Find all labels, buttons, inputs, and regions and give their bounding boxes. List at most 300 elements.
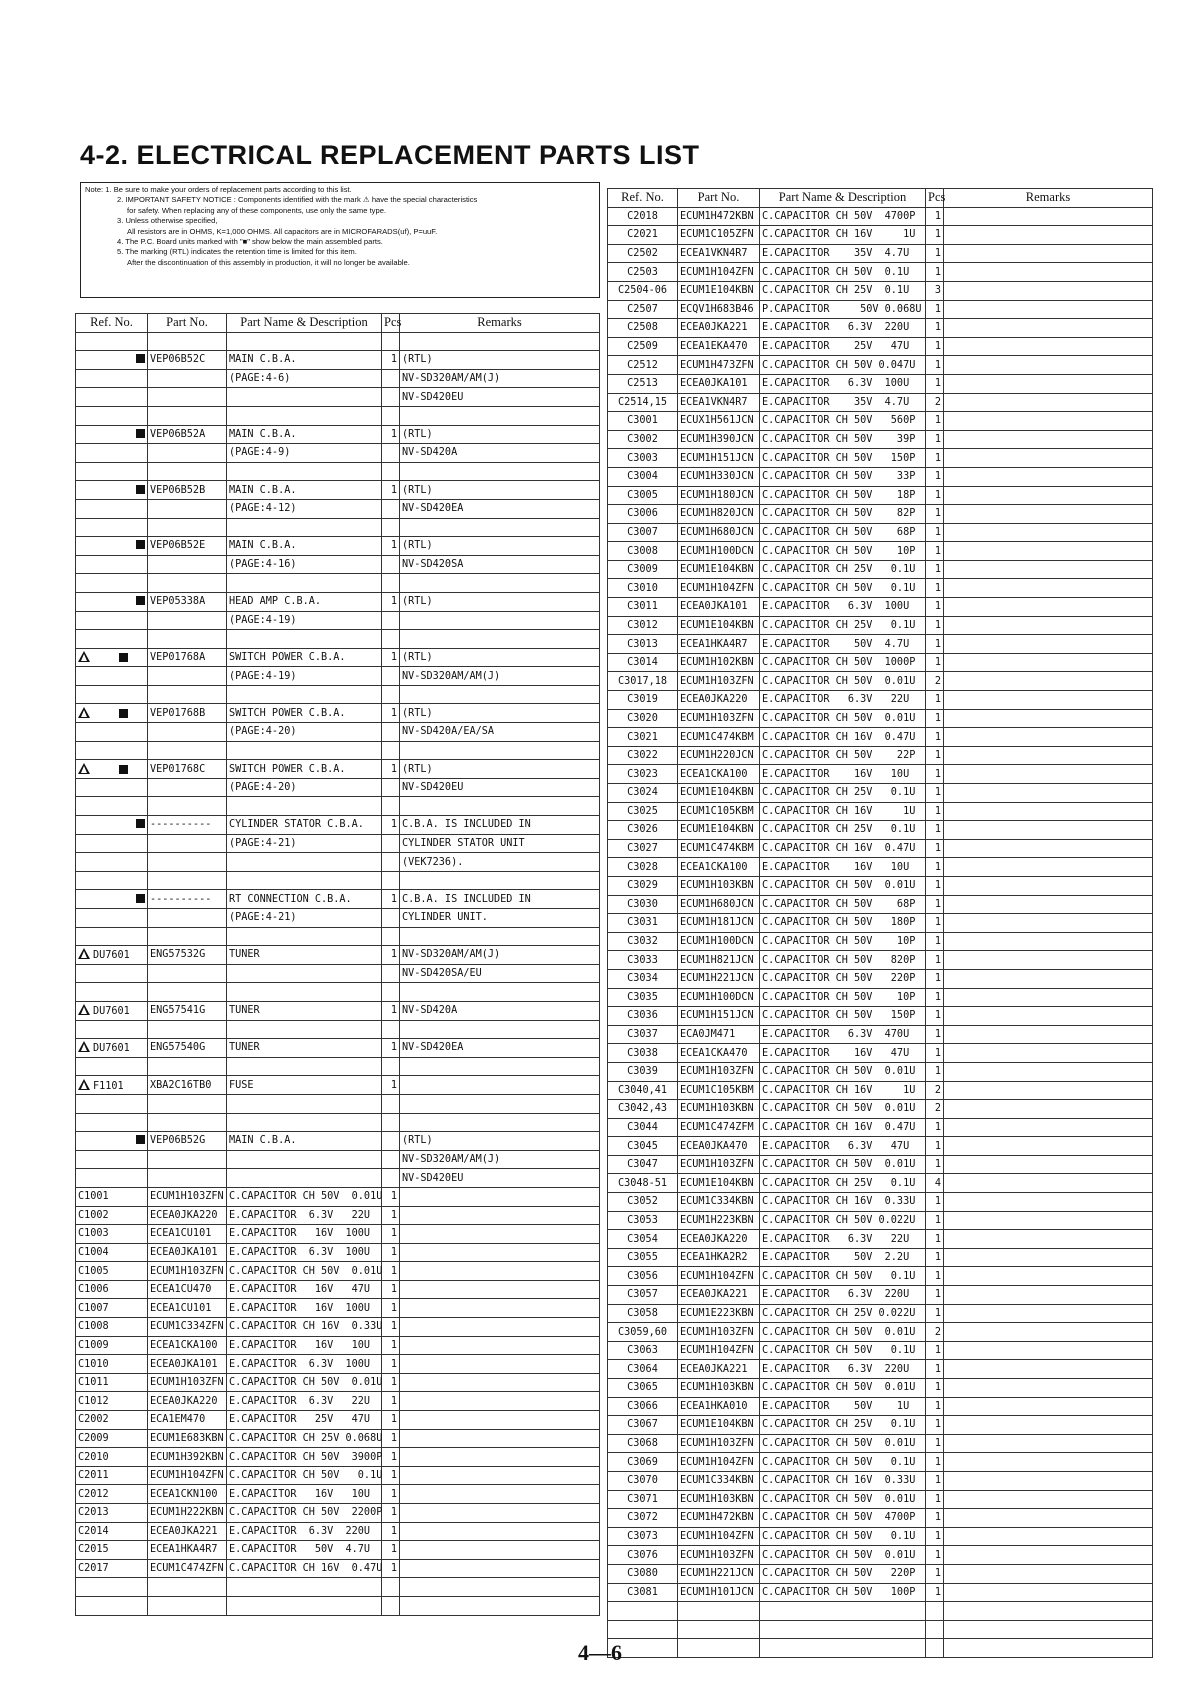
ref-no-cell [608, 1062, 678, 1081]
ref-no-text: C1008 [78, 1321, 109, 1333]
remarks-cell [944, 1193, 1153, 1212]
table-row [76, 1169, 600, 1188]
remarks-cell: NV-SD420EU [400, 1169, 600, 1188]
ref-no-text: C3047 [627, 1159, 658, 1171]
part-no-cell: ECUM1H820JCN [678, 505, 760, 524]
remarks-cell [944, 1546, 1153, 1565]
pcs-cell [382, 741, 400, 760]
pcb-unit-marker-icon [136, 596, 145, 605]
ref-no-cell [608, 1527, 678, 1546]
description-cell [227, 853, 382, 872]
pcs-cell: 1 [382, 1076, 400, 1095]
ref-no-text: C3081 [627, 1586, 658, 1598]
ref-no-cell [608, 1267, 678, 1286]
remarks-cell [944, 300, 1153, 319]
part-no-cell: ECUM1C105KBM [678, 1081, 760, 1100]
description-cell: C.CAPACITOR CH 50V 0.022U [760, 1211, 926, 1230]
description-cell: E.CAPACITOR 6.3V 220U [227, 1522, 382, 1541]
remarks-cell [400, 574, 600, 593]
remarks-cell [944, 1379, 1153, 1398]
pcs-cell [382, 723, 400, 742]
ref-no-cell [76, 1485, 148, 1504]
ref-no-text: C3002 [627, 434, 658, 446]
ref-no-cell [76, 964, 148, 983]
pcs-cell: 1 [926, 430, 944, 449]
remarks-cell [944, 263, 1153, 282]
pcs-cell: 1 [926, 1286, 944, 1305]
remarks-cell [944, 337, 1153, 356]
description-cell: C.CAPACITOR CH 50V 150P [760, 449, 926, 468]
description-cell: C.CAPACITOR CH 16V 0.47U [227, 1559, 382, 1578]
table-row [608, 1230, 1153, 1249]
ref-no-cell [608, 1546, 678, 1565]
description-cell: C.CAPACITOR CH 50V 22P [760, 746, 926, 765]
ref-no-cell [76, 462, 148, 481]
pcs-cell: 1 [926, 1379, 944, 1398]
table-row [608, 858, 1153, 877]
pcs-cell: 1 [926, 319, 944, 338]
description-cell: MAIN C.B.A. [227, 351, 382, 370]
pcs-cell: 1 [926, 263, 944, 282]
part-no-cell: ECUM1E104KBN [678, 784, 760, 803]
part-no-cell: ECQV1H683B46 [678, 300, 760, 319]
part-no-cell [678, 1602, 760, 1621]
remarks-cell [400, 1448, 600, 1467]
table-row [608, 412, 1153, 431]
pcs-cell: 1 [926, 876, 944, 895]
description-cell: E.CAPACITOR 35V 4.7U [760, 244, 926, 263]
pcs-cell: 1 [382, 1504, 400, 1523]
part-no-cell: ECUM1H680JCN [678, 523, 760, 542]
table-row [608, 635, 1153, 654]
table-row [76, 425, 600, 444]
table-row [608, 244, 1153, 263]
remarks-cell [400, 406, 600, 425]
pcb-unit-marker-icon [119, 709, 128, 718]
table-row [608, 356, 1153, 375]
ref-no-cell [76, 555, 148, 574]
description-cell: C.CAPACITOR CH 50V 0.1U [227, 1466, 382, 1485]
ref-no-cell [608, 430, 678, 449]
part-no-cell: ECUM1H680JCN [678, 895, 760, 914]
remarks-cell [944, 207, 1153, 226]
description-cell: E.CAPACITOR 6.3V 22U [760, 691, 926, 710]
ref-no-text: DU7601 [93, 1006, 130, 1018]
ref-no-text: C3037 [627, 1029, 658, 1041]
remarks-cell [400, 927, 600, 946]
remarks-cell [400, 983, 600, 1002]
table-row [76, 1596, 600, 1615]
pcs-cell: 1 [926, 765, 944, 784]
description-cell: E.CAPACITOR 16V 10U [227, 1485, 382, 1504]
pcs-cell: 1 [926, 839, 944, 858]
remarks-cell: (RTL) [400, 704, 600, 723]
ref-no-cell [76, 1373, 148, 1392]
table-row [76, 760, 600, 779]
pcs-cell: 1 [926, 226, 944, 245]
part-no-cell [148, 927, 227, 946]
ref-no-cell [76, 1169, 148, 1188]
description-cell: C.CAPACITOR CH 50V 0.1U [760, 1527, 926, 1546]
part-no-cell: VEP05338A [148, 592, 227, 611]
remarks-cell [400, 1466, 600, 1485]
table-row [76, 481, 600, 500]
remarks-cell: NV-SD420SA [400, 555, 600, 574]
pcs-cell: 1 [926, 858, 944, 877]
description-cell: C.CAPACITOR CH 50V 1000P [760, 653, 926, 672]
ref-no-text: C1001 [78, 1191, 109, 1203]
ref-no-cell [608, 579, 678, 598]
part-no-cell: ECEA1VKN4R7 [678, 244, 760, 263]
ref-no-cell [76, 351, 148, 370]
remarks-cell [944, 1230, 1153, 1249]
remarks-cell: (RTL) [400, 481, 600, 500]
table-row [76, 685, 600, 704]
ref-no-cell [76, 630, 148, 649]
table-row [608, 486, 1153, 505]
ref-no-cell [608, 356, 678, 375]
part-no-cell: ECEA0JKA101 [678, 598, 760, 617]
table-row [76, 1094, 600, 1113]
table-row [76, 723, 600, 742]
ref-no-cell [608, 1379, 678, 1398]
pcs-cell: 1 [382, 1336, 400, 1355]
remarks-cell: (RTL) [400, 592, 600, 611]
pcs-cell: 1 [926, 951, 944, 970]
remarks-cell [944, 932, 1153, 951]
pcs-cell [382, 388, 400, 407]
description-cell: C.CAPACITOR CH 50V 0.01U [760, 1155, 926, 1174]
ref-no-text: C3066 [627, 1400, 658, 1412]
table-row [76, 890, 600, 909]
remarks-cell [944, 746, 1153, 765]
pcs-cell: 1 [382, 1243, 400, 1262]
ref-no-text: C3067 [627, 1419, 658, 1431]
ref-no-text: C3056 [627, 1270, 658, 1282]
ref-no-cell [608, 374, 678, 393]
description-cell: C.CAPACITOR CH 50V 150P [760, 1007, 926, 1026]
description-cell: C.CAPACITOR CH 16V 0.47U [760, 839, 926, 858]
ref-no-cell [76, 909, 148, 928]
remarks-cell [944, 1062, 1153, 1081]
ref-no-cell [76, 1541, 148, 1560]
remarks-cell: (RTL) [400, 1132, 600, 1151]
table-row [608, 1509, 1153, 1528]
remarks-cell [944, 356, 1153, 375]
description-cell: C.CAPACITOR CH 25V 0.1U [760, 281, 926, 300]
part-no-cell [148, 741, 227, 760]
ref-no-text: C3005 [627, 489, 658, 501]
part-no-cell: ECEA0JKA101 [678, 374, 760, 393]
ref-no-cell [608, 1304, 678, 1323]
description-cell [760, 1620, 926, 1639]
part-no-cell: VEP01768B [148, 704, 227, 723]
remarks-cell [944, 1118, 1153, 1137]
remarks-cell [944, 1044, 1153, 1063]
table-row [608, 895, 1153, 914]
part-no-cell [148, 369, 227, 388]
ref-no-cell [76, 871, 148, 890]
pcs-cell: 1 [926, 542, 944, 561]
table-row [76, 555, 600, 574]
pcs-cell: 1 [926, 1193, 944, 1212]
ref-no-text: C3014 [627, 657, 658, 669]
remarks-cell [944, 821, 1153, 840]
remarks-cell [944, 691, 1153, 710]
col-header-part: Part No. [148, 314, 227, 333]
table-row [76, 871, 600, 890]
description-cell: C.CAPACITOR CH 50V 0.01U [760, 1490, 926, 1509]
table-row [76, 351, 600, 370]
part-no-cell: ECUM1H103KBN [678, 876, 760, 895]
pcs-cell: 2 [926, 1081, 944, 1100]
ref-no-cell [76, 685, 148, 704]
description-cell: C.CAPACITOR CH 50V 0.01U [760, 1546, 926, 1565]
ref-no-text: C2015 [78, 1544, 109, 1556]
pcs-cell: 1 [926, 1490, 944, 1509]
pcb-unit-marker-icon [136, 894, 145, 903]
part-no-cell: ECUM1E104KBN [678, 560, 760, 579]
table-row [608, 560, 1153, 579]
table-row [608, 1211, 1153, 1230]
table-row [608, 1155, 1153, 1174]
pcs-cell: 1 [382, 890, 400, 909]
ref-no-text: C3070 [627, 1475, 658, 1487]
ref-no-text: C3006 [627, 508, 658, 520]
pcs-cell: 1 [926, 988, 944, 1007]
ref-no-cell [608, 1081, 678, 1100]
table-row [608, 1137, 1153, 1156]
pcs-cell: 1 [926, 1509, 944, 1528]
pcs-cell: 1 [926, 784, 944, 803]
remarks-cell [400, 1541, 600, 1560]
part-no-cell: ECUM1H104ZFN [678, 1527, 760, 1546]
part-no-cell: ECEA1CU101 [148, 1225, 227, 1244]
part-no-cell: ECUM1H104ZFN [678, 1341, 760, 1360]
ref-no-text: C3057 [627, 1289, 658, 1301]
remarks-cell [944, 876, 1153, 895]
description-cell: C.CAPACITOR CH 50V 0.1U [760, 579, 926, 598]
remarks-cell [944, 449, 1153, 468]
pcs-cell: 1 [926, 523, 944, 542]
pcs-cell: 1 [382, 1280, 400, 1299]
remarks-cell [400, 797, 600, 816]
remarks-cell [400, 1411, 600, 1430]
table-row [608, 821, 1153, 840]
ref-no-cell [608, 319, 678, 338]
description-cell: C.CAPACITOR CH 16V 0.33U [760, 1193, 926, 1212]
table-row [76, 1206, 600, 1225]
table-row [76, 1466, 600, 1485]
note-line: All resistors are in OHMS, K=1,000 OHMS. All capacitors are in MICROFARADS(uf), P=uuF. [127, 226, 438, 236]
pcs-cell: 2 [926, 1100, 944, 1119]
ref-no-text: C1002 [78, 1209, 109, 1221]
ref-no-cell [608, 728, 678, 747]
table-row [608, 1248, 1153, 1267]
ref-no-cell [608, 263, 678, 282]
table-row [76, 816, 600, 835]
description-cell: E.CAPACITOR 16V 100U [227, 1225, 382, 1244]
table-row [76, 1485, 600, 1504]
description-cell [227, 630, 382, 649]
pcs-cell: 1 [926, 635, 944, 654]
description-cell [227, 518, 382, 537]
pcs-cell: 1 [926, 709, 944, 728]
notes-box [80, 182, 600, 298]
part-no-cell: VEP06B52A [148, 425, 227, 444]
ref-no-cell [76, 1336, 148, 1355]
pcs-cell: 3 [926, 281, 944, 300]
remarks-cell [400, 1020, 600, 1039]
pcs-cell: 1 [382, 1392, 400, 1411]
part-no-cell [148, 853, 227, 872]
table-row [76, 778, 600, 797]
pcs-cell: 1 [926, 1211, 944, 1230]
ref-no-cell [76, 797, 148, 816]
description-cell: E.CAPACITOR 16V 10U [227, 1336, 382, 1355]
part-no-cell [148, 1020, 227, 1039]
ref-no-cell [608, 598, 678, 617]
pcs-cell: 1 [926, 467, 944, 486]
part-no-cell [678, 1620, 760, 1639]
remarks-cell [944, 1602, 1153, 1621]
remarks-cell [944, 969, 1153, 988]
pcs-cell: 1 [926, 1025, 944, 1044]
remarks-cell: NV-SD320AM/AM(J) [400, 946, 600, 965]
description-cell [227, 1094, 382, 1113]
remarks-cell [400, 1485, 600, 1504]
ref-no-cell [76, 946, 148, 965]
pcs-cell: 1 [382, 1001, 400, 1020]
remarks-cell [944, 728, 1153, 747]
pcs-cell: 1 [382, 946, 400, 965]
remarks-cell [944, 374, 1153, 393]
part-no-cell: ECUM1H151JCN [678, 1007, 760, 1026]
table-row [608, 616, 1153, 635]
ref-no-cell [608, 505, 678, 524]
ref-no-text: C3008 [627, 545, 658, 557]
remarks-cell: NV-SD420EU [400, 388, 600, 407]
table-row [608, 1527, 1153, 1546]
table-row [76, 1243, 600, 1262]
pcs-cell: 1 [382, 1206, 400, 1225]
part-no-cell: VEP01768C [148, 760, 227, 779]
pcs-cell: 1 [926, 1267, 944, 1286]
remarks-cell [944, 895, 1153, 914]
table-row [76, 1541, 600, 1560]
remarks-cell: (VEK7236). [400, 853, 600, 872]
ref-no-cell [608, 523, 678, 542]
remarks-cell: NV-SD320AM/AM(J) [400, 1150, 600, 1169]
ref-no-cell [76, 1057, 148, 1076]
pcs-cell: 1 [926, 598, 944, 617]
pcs-cell: 1 [382, 1373, 400, 1392]
table-row [608, 1323, 1153, 1342]
ref-no-cell [608, 691, 678, 710]
pcs-cell: 1 [926, 1434, 944, 1453]
safety-warning-icon [78, 707, 90, 718]
pcs-cell [382, 499, 400, 518]
pcs-cell [382, 630, 400, 649]
part-no-cell: XBA2C16TB0 [148, 1076, 227, 1095]
description-cell: E.CAPACITOR 6.3V 470U [760, 1025, 926, 1044]
ref-no-cell [76, 704, 148, 723]
pcs-cell: 1 [926, 1453, 944, 1472]
part-no-cell: ECUM1H101JCN [678, 1583, 760, 1602]
remarks-cell [944, 412, 1153, 431]
part-no-cell: ECUM1E104KBN [678, 1174, 760, 1193]
remarks-cell [400, 1522, 600, 1541]
table-row [608, 226, 1153, 245]
table-row [608, 523, 1153, 542]
description-cell [227, 406, 382, 425]
table-row [76, 1076, 600, 1095]
ref-no-text: C2018 [627, 210, 658, 222]
part-no-cell: ECUM1H103ZFN [678, 1323, 760, 1342]
table-row [76, 630, 600, 649]
ref-no-text: C1006 [78, 1284, 109, 1296]
ref-no-cell [76, 1132, 148, 1151]
ref-no-text: C3004 [627, 471, 658, 483]
table-row [76, 797, 600, 816]
remarks-cell [944, 430, 1153, 449]
ref-no-cell [76, 406, 148, 425]
remarks-cell [944, 226, 1153, 245]
description-cell: MAIN C.B.A. [227, 537, 382, 556]
table-row [608, 672, 1153, 691]
remarks-cell [944, 653, 1153, 672]
ref-no-text: C2508 [627, 322, 658, 334]
pcs-cell: 1 [926, 1583, 944, 1602]
pcs-cell: 1 [926, 300, 944, 319]
ref-no-text: C1010 [78, 1358, 109, 1370]
table-row [76, 369, 600, 388]
description-cell: C.CAPACITOR CH 25V 0.1U [760, 616, 926, 635]
ref-no-cell [608, 467, 678, 486]
table-row [608, 1044, 1153, 1063]
description-cell: C.CAPACITOR CH 50V 4700P [760, 1509, 926, 1528]
part-no-cell: ECUM1H102KBN [678, 653, 760, 672]
ref-no-cell [76, 648, 148, 667]
table-row [76, 1355, 600, 1374]
description-cell: C.CAPACITOR CH 25V 0.1U [760, 560, 926, 579]
part-no-cell: ECUM1C105KBM [678, 802, 760, 821]
part-no-cell [148, 1169, 227, 1188]
remarks-cell: NV-SD420A [400, 1001, 600, 1020]
table-row [608, 746, 1153, 765]
description-cell [760, 1639, 926, 1658]
description-cell: (PAGE:4-19) [227, 667, 382, 686]
ref-no-cell [608, 244, 678, 263]
table-row [608, 1304, 1153, 1323]
remarks-cell [400, 1057, 600, 1076]
description-cell: E.CAPACITOR 25V 47U [760, 337, 926, 356]
remarks-cell [400, 1596, 600, 1615]
ref-no-cell [76, 983, 148, 1002]
ref-no-text: C2512 [627, 359, 658, 371]
table-header-row [608, 189, 1153, 208]
ref-no-text: C2507 [627, 303, 658, 315]
table-row [76, 462, 600, 481]
table-row [608, 839, 1153, 858]
description-cell: C.CAPACITOR CH 50V 0.1U [760, 263, 926, 282]
part-no-cell: ECEA1CKA100 [678, 858, 760, 877]
remarks-cell [400, 1206, 600, 1225]
part-no-cell: ECUM1H103ZFN [148, 1187, 227, 1206]
description-cell: MAIN C.B.A. [227, 1132, 382, 1151]
pcs-cell [382, 1596, 400, 1615]
remarks-cell [944, 951, 1153, 970]
